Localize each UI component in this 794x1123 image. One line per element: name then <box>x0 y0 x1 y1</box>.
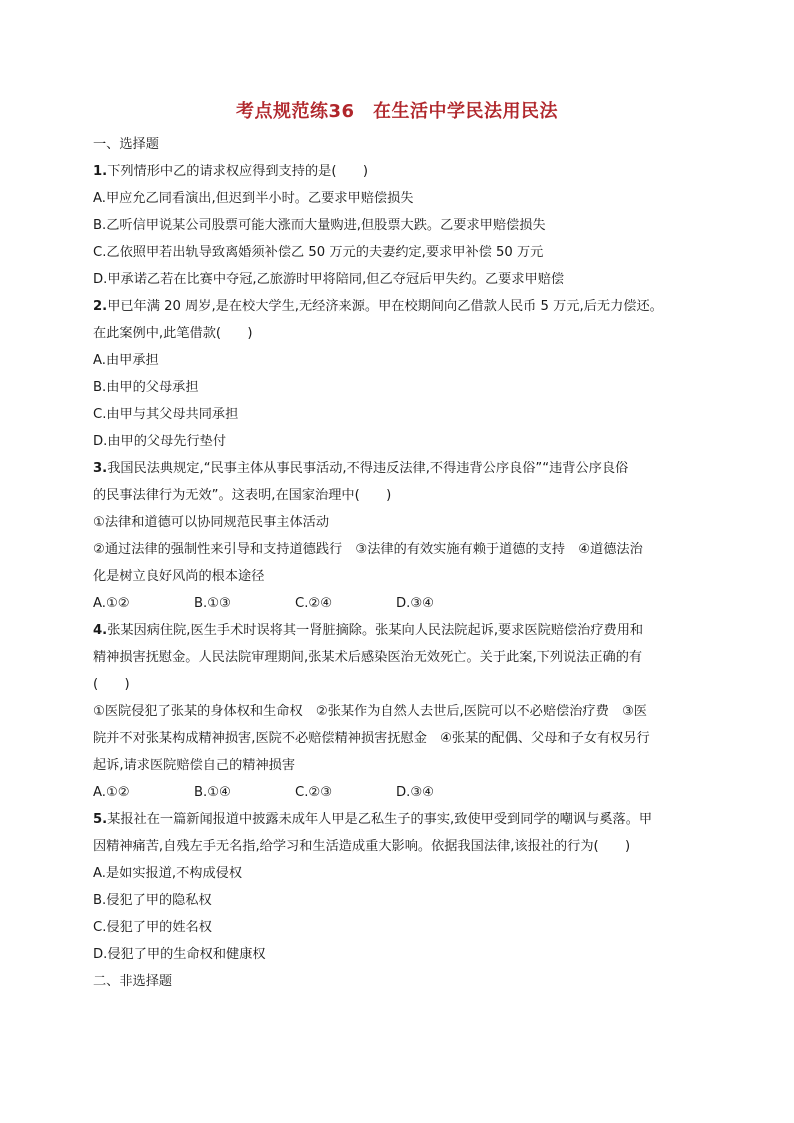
choice-d: D.③④ <box>396 596 434 611</box>
question-text-continued: 精神损害抚慰金。人民法院审理期间,张某术后感染医治无效死亡。关于此案,下列说法正确的有 <box>93 650 643 665</box>
option-b: B.由甲的父母承担 <box>93 380 199 395</box>
option-a: A.由甲承担 <box>93 353 159 368</box>
statement-line: 起诉,请求医院赔偿自己的精神损害 <box>93 758 296 773</box>
option-d: D.由甲的父母先行垫付 <box>93 434 227 449</box>
question-text-continued: 因精神痛苦,自残左手无名指,给学习和生活造成重大影响。依据我国法律,该报社的行为( ) <box>93 839 631 854</box>
section-heading-non-choice: 二、非选择题 <box>93 974 173 989</box>
option-c: C.乙依照甲若出轨导致离婚须补偿乙 50 万元的夫妻约定,要求甲补偿 50 万元 <box>93 245 544 260</box>
question-4 <box>93 617 709 806</box>
question-2-stem <box>93 293 709 320</box>
choice-c: C.②③ <box>295 785 333 800</box>
answer-bracket: ( ) <box>93 677 130 692</box>
option-b: B.乙听信甲说某公司股票可能大涨而大量购进,但股票大跌。乙要求甲赔偿损失 <box>93 218 546 233</box>
question-number: 5. <box>93 812 108 827</box>
document-body <box>93 131 709 995</box>
choice-c: C.②④ <box>295 596 333 611</box>
page-title: 考点规范练36 在生活中学民法用民法 <box>235 101 559 122</box>
statement-line: ①医院侵犯了张某的身体权和生命权 ②张某作为自然人去世后,医院可以不必赔偿治疗费 ③医 <box>93 704 647 719</box>
choice-d: D.③④ <box>396 785 434 800</box>
answer-choices <box>93 590 709 617</box>
question-1-stem <box>93 158 709 185</box>
question-text: 我国民法典规定,“民事主体从事民事活动,不得违反法律,不得违背公序良俗”“违背公序良俗 <box>107 461 629 476</box>
question-number: 3. <box>93 461 108 476</box>
choice-a: A.①② <box>93 785 130 800</box>
question-1 <box>93 158 709 293</box>
question-text: 下列情形中乙的请求权应得到支持的是( ) <box>107 164 369 179</box>
question-3-stem <box>93 455 709 482</box>
statement-line: 院并不对张某构成精神损害,医院不必赔偿精神损害抚慰金 ④张某的配偶、父母和子女有权另行 <box>93 731 650 746</box>
option-d: D.甲承诺乙若在比赛中夺冠,乙旅游时甲将陪同,但乙夺冠后甲失约。乙要求甲赔偿 <box>93 272 565 287</box>
statement-line: ①法律和道德可以协同规范民事主体活动 <box>93 515 330 530</box>
option-b: B.侵犯了甲的隐私权 <box>93 893 212 908</box>
option-a: A.是如实报道,不构成侵权 <box>93 866 243 881</box>
question-4-stem <box>93 617 709 644</box>
option-a: A.甲应允乙同看演出,但迟到半小时。乙要求甲赔偿损失 <box>93 191 414 206</box>
statement-line: 化是树立良好风尚的根本途径 <box>93 569 265 584</box>
option-c: C.侵犯了甲的姓名权 <box>93 920 212 935</box>
question-5 <box>93 806 709 968</box>
question-text: 甲已年满 20 周岁,是在校大学生,无经济来源。甲在校期间向乙借款人民币 5 万元,后无力偿还。 <box>107 299 663 314</box>
question-text-continued: 在此案例中,此笔借款( ) <box>93 326 253 341</box>
choice-b: B.①④ <box>194 785 231 800</box>
question-3 <box>93 455 709 617</box>
option-d: D.侵犯了甲的生命权和健康权 <box>93 947 266 962</box>
statement-line: ②通过法律的强制性来引导和支持道德践行 ③法律的有效实施有赖于道德的支持 ④道德法治 <box>93 542 643 557</box>
question-5-stem <box>93 806 709 833</box>
option-c: C.由甲与其父母共同承担 <box>93 407 239 422</box>
choice-a: A.①② <box>93 596 130 611</box>
answer-choices <box>93 779 709 806</box>
question-2 <box>93 293 709 455</box>
question-number: 4. <box>93 623 108 638</box>
section-heading-choice: 一、选择题 <box>93 137 159 152</box>
question-number: 1. <box>93 164 108 179</box>
question-text: 某报社在一篇新闻报道中披露未成年人甲是乙私生子的事实,致使甲受到同学的嘲讽与奚落。甲 <box>107 812 653 827</box>
question-text: 张某因病住院,医生手术时误将其一肾脏摘除。张某向人民法院起诉,要求医院赔偿治疗费用和 <box>107 623 644 638</box>
question-number: 2. <box>93 299 108 314</box>
question-text-continued: 的民事法律行为无效”。这表明,在国家治理中( ) <box>93 488 392 503</box>
choice-b: B.①③ <box>194 596 231 611</box>
